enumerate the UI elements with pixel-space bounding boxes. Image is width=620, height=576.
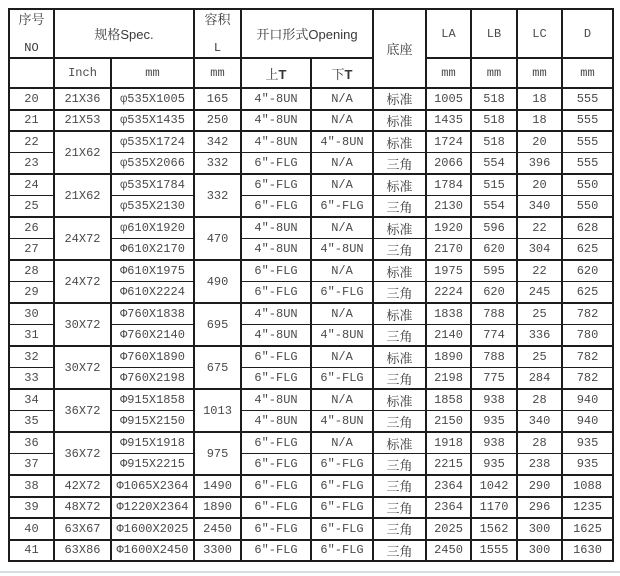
cell-base: 标准 (373, 389, 426, 411)
table-row (9, 540, 613, 562)
cell-top: 4"-8UN (241, 325, 311, 347)
cell-d: 1625 (562, 518, 613, 540)
cell-no: 40 (9, 518, 54, 540)
table-row (9, 389, 613, 411)
cell-la: 1435 (426, 110, 471, 132)
cell-lb: 935 (471, 454, 517, 476)
col-lc-mm-subheader: mm (517, 58, 562, 88)
cell-bottom: N/A (311, 389, 373, 411)
cell-la: 2215 (426, 454, 471, 476)
cell-no: 27 (9, 239, 54, 261)
cell-base: 标准 (373, 110, 426, 132)
cell-lc: 18 (517, 88, 562, 110)
cell-top: 6"-FLG (241, 368, 311, 390)
cell-lc: 284 (517, 368, 562, 390)
cell-d: 782 (562, 303, 613, 325)
cell-la: 1920 (426, 217, 471, 239)
cell-base: 三角 (373, 454, 426, 476)
cell-lb: 515 (471, 174, 517, 196)
col-opening-bottom-subheader (311, 58, 373, 88)
table-row (9, 497, 613, 519)
cell-vol: 3300 (194, 540, 241, 562)
cell-lb: 518 (471, 88, 517, 110)
cell-bottom: 4"-8UN (311, 239, 373, 261)
cell-la: 2150 (426, 411, 471, 433)
table-row (9, 174, 613, 196)
table-row (9, 131, 613, 153)
cell-la: 1858 (426, 389, 471, 411)
cell-la: 1890 (426, 346, 471, 368)
cell-vol: 975 (194, 432, 241, 475)
cell-vol: 250 (194, 110, 241, 132)
cell-no: 29 (9, 282, 54, 304)
cell-base: 标准 (373, 346, 426, 368)
cell-no: 31 (9, 325, 54, 347)
cell-la: 1784 (426, 174, 471, 196)
cell-base: 三角 (373, 411, 426, 433)
cell-la: 2364 (426, 475, 471, 497)
cell-inch: 21X36 (54, 88, 111, 110)
cell-bottom: N/A (311, 174, 373, 196)
cell-inch: 21X62 (54, 131, 111, 174)
cell-mm: Φ760X2140 (111, 325, 194, 347)
cell-base: 三角 (373, 518, 426, 540)
cell-vol: 332 (194, 174, 241, 217)
cell-no: 34 (9, 389, 54, 411)
no-label-cn: 序号 (18, 11, 45, 27)
cell-la: 2140 (426, 325, 471, 347)
cell-bottom: 6"-FLG (311, 282, 373, 304)
cell-lb: 938 (471, 389, 517, 411)
table-row (9, 217, 613, 239)
table-row (9, 303, 613, 325)
cell-top: 6"-FLG (241, 497, 311, 519)
cell-mm: φ535X1005 (111, 88, 194, 110)
cell-base: 三角 (373, 325, 426, 347)
cell-d: 555 (562, 131, 613, 153)
cell-no: 23 (9, 153, 54, 175)
table-row (9, 110, 613, 132)
cell-bottom: N/A (311, 110, 373, 132)
header-row-1 (9, 9, 613, 58)
cell-bottom: N/A (311, 153, 373, 175)
cell-no: 41 (9, 540, 54, 562)
col-capacity-mm-subheader: mm (194, 58, 241, 88)
cell-d: 780 (562, 325, 613, 347)
cell-la: 1975 (426, 260, 471, 282)
cell-no: 39 (9, 497, 54, 519)
cell-d: 620 (562, 260, 613, 282)
cell-base: 标准 (373, 303, 426, 325)
cell-mm: Φ760X2198 (111, 368, 194, 390)
cell-base: 标准 (373, 131, 426, 153)
cell-lc: 300 (517, 518, 562, 540)
cell-lb: 620 (471, 282, 517, 304)
cell-mm: φ535X1784 (111, 174, 194, 196)
cell-no: 25 (9, 196, 54, 218)
cell-bottom: N/A (311, 432, 373, 454)
cell-base: 标准 (373, 88, 426, 110)
cell-lc: 28 (517, 389, 562, 411)
cell-d: 935 (562, 454, 613, 476)
cell-d: 782 (562, 346, 613, 368)
cell-no: 33 (9, 368, 54, 390)
cell-top: 4"-8UN (241, 88, 311, 110)
cell-la: 1838 (426, 303, 471, 325)
table-row (9, 346, 613, 368)
cell-vol: 470 (194, 217, 241, 260)
cell-lc: 18 (517, 110, 562, 132)
cell-inch: 36X72 (54, 389, 111, 432)
col-lb-mm-subheader: mm (471, 58, 517, 88)
cell-base: 三角 (373, 282, 426, 304)
cell-la: 1005 (426, 88, 471, 110)
cell-bottom: N/A (311, 88, 373, 110)
cell-mm: Φ915X2150 (111, 411, 194, 433)
cell-bottom: 6"-FLG (311, 454, 373, 476)
col-no-subheader-empty (9, 58, 54, 88)
cell-d: 550 (562, 174, 613, 196)
cell-d: 1088 (562, 475, 613, 497)
cell-mm: Φ610X2224 (111, 282, 194, 304)
cell-inch: 48X72 (54, 497, 111, 519)
cell-top: 6"-FLG (241, 153, 311, 175)
cell-bottom: 6"-FLG (311, 518, 373, 540)
cell-bottom: 4"-8UN (311, 131, 373, 153)
cell-vol: 490 (194, 260, 241, 303)
cell-no: 36 (9, 432, 54, 454)
cell-inch: 24X72 (54, 260, 111, 303)
col-base-header: 底座 (373, 9, 426, 88)
cell-vol: 332 (194, 153, 241, 175)
header-row-2 (9, 58, 613, 88)
cell-d: 625 (562, 282, 613, 304)
cell-bottom: 6"-FLG (311, 368, 373, 390)
table-row (9, 518, 613, 540)
cell-bottom: 4"-8UN (311, 411, 373, 433)
cell-lc: 300 (517, 540, 562, 562)
cell-base: 三角 (373, 475, 426, 497)
cell-bottom: N/A (311, 303, 373, 325)
cell-d: 555 (562, 153, 613, 175)
cell-top: 4"-8UN (241, 303, 311, 325)
cell-mm: Φ760X1838 (111, 303, 194, 325)
cell-la: 2025 (426, 518, 471, 540)
cell-no: 38 (9, 475, 54, 497)
cell-d: 782 (562, 368, 613, 390)
cell-mm: Φ1600X2025 (111, 518, 194, 540)
cell-lc: 22 (517, 260, 562, 282)
cell-inch: 21X62 (54, 174, 111, 217)
cell-mm: φ610X1920 (111, 217, 194, 239)
cell-base: 三角 (373, 196, 426, 218)
cell-lb: 775 (471, 368, 517, 390)
cell-top: 6"-FLG (241, 174, 311, 196)
bottom-t-letter: T (344, 66, 353, 82)
cell-lb: 1562 (471, 518, 517, 540)
top-t-letter: T (278, 66, 287, 82)
cell-bottom: 6"-FLG (311, 475, 373, 497)
cell-base: 标准 (373, 260, 426, 282)
cell-top: 4"-8UN (241, 411, 311, 433)
cell-no: 21 (9, 110, 54, 132)
col-no-header (9, 9, 54, 58)
cell-top: 6"-FLG (241, 282, 311, 304)
cell-bottom: 6"-FLG (311, 196, 373, 218)
cell-lb: 774 (471, 325, 517, 347)
cell-la: 1918 (426, 432, 471, 454)
cell-la: 2130 (426, 196, 471, 218)
cell-mm: Φ610X1975 (111, 260, 194, 282)
cell-base: 三角 (373, 540, 426, 562)
cell-mm: φ535X1435 (111, 110, 194, 132)
col-la-header: LA (426, 9, 471, 58)
cell-mm: Φ1065X2364 (111, 475, 194, 497)
cell-lc: 340 (517, 196, 562, 218)
table-row (9, 260, 613, 282)
table-row (9, 475, 613, 497)
col-capacity-header (194, 9, 241, 58)
cell-d: 935 (562, 432, 613, 454)
table-header (9, 9, 613, 88)
no-label-en: NO (24, 40, 39, 55)
cell-lb: 518 (471, 131, 517, 153)
cell-base: 三角 (373, 239, 426, 261)
cell-lc: 290 (517, 475, 562, 497)
cell-la: 2170 (426, 239, 471, 261)
cell-lb: 938 (471, 432, 517, 454)
cell-mm: Φ760X1890 (111, 346, 194, 368)
cell-d: 1630 (562, 540, 613, 562)
cell-no: 20 (9, 88, 54, 110)
cell-lc: 238 (517, 454, 562, 476)
cell-base: 标准 (373, 217, 426, 239)
cell-base: 三角 (373, 368, 426, 390)
cell-lc: 28 (517, 432, 562, 454)
cell-lb: 554 (471, 153, 517, 175)
bottom-t-label: 下 (331, 66, 345, 82)
cell-no: 32 (9, 346, 54, 368)
cell-lb: 1042 (471, 475, 517, 497)
cell-mm: Φ610X2170 (111, 239, 194, 261)
cell-vol: 675 (194, 346, 241, 389)
cell-top: 6"-FLG (241, 260, 311, 282)
cell-vol: 1013 (194, 389, 241, 432)
table-row (9, 88, 613, 110)
cell-top: 6"-FLG (241, 475, 311, 497)
cell-lc: 25 (517, 346, 562, 368)
col-lc-header: LC (517, 9, 562, 58)
top-t-label: 上 (265, 66, 279, 82)
cell-d: 940 (562, 389, 613, 411)
cell-no: 37 (9, 454, 54, 476)
cell-base: 标准 (373, 174, 426, 196)
bottom-edge-strip (0, 571, 620, 573)
col-d-mm-subheader: mm (562, 58, 613, 88)
cell-bottom: N/A (311, 217, 373, 239)
cell-vol: 1890 (194, 497, 241, 519)
cell-base: 三角 (373, 497, 426, 519)
col-opening-top-subheader (241, 58, 311, 88)
cell-mm: φ535X2066 (111, 153, 194, 175)
cell-la: 2450 (426, 540, 471, 562)
cell-lb: 620 (471, 239, 517, 261)
cell-inch: 36X72 (54, 432, 111, 475)
cell-lc: 25 (517, 303, 562, 325)
cell-vol: 2450 (194, 518, 241, 540)
cell-no: 30 (9, 303, 54, 325)
cell-top: 4"-8UN (241, 389, 311, 411)
cell-lc: 245 (517, 282, 562, 304)
col-inch-subheader: Inch (54, 58, 111, 88)
cell-lb: 1555 (471, 540, 517, 562)
cell-inch: 42X72 (54, 475, 111, 497)
cell-inch: 63X86 (54, 540, 111, 562)
cell-top: 4"-8UN (241, 217, 311, 239)
cell-lc: 20 (517, 131, 562, 153)
cell-d: 1235 (562, 497, 613, 519)
cell-bottom: N/A (311, 260, 373, 282)
cell-no: 35 (9, 411, 54, 433)
cell-top: 6"-FLG (241, 540, 311, 562)
cell-mm: Φ1600X2450 (111, 540, 194, 562)
cell-top: 6"-FLG (241, 454, 311, 476)
cell-mm: Φ915X1858 (111, 389, 194, 411)
cell-bottom: N/A (311, 346, 373, 368)
cell-la: 2066 (426, 153, 471, 175)
cell-lb: 595 (471, 260, 517, 282)
cell-bottom: 6"-FLG (311, 497, 373, 519)
cell-d: 628 (562, 217, 613, 239)
col-opening-header: 开口形式Opening (241, 9, 373, 58)
cell-inch: 21X53 (54, 110, 111, 132)
cell-top: 4"-8UN (241, 131, 311, 153)
cell-lc: 296 (517, 497, 562, 519)
cell-lc: 340 (517, 411, 562, 433)
cell-lb: 596 (471, 217, 517, 239)
cell-lb: 935 (471, 411, 517, 433)
cell-vol: 695 (194, 303, 241, 346)
col-spec-mm-subheader: mm (111, 58, 194, 88)
cell-lc: 20 (517, 174, 562, 196)
cell-inch: 24X72 (54, 217, 111, 260)
cell-d: 940 (562, 411, 613, 433)
cell-la: 2364 (426, 497, 471, 519)
cell-lb: 518 (471, 110, 517, 132)
capacity-unit-label: L (213, 40, 222, 55)
cell-no: 24 (9, 174, 54, 196)
table-row (9, 432, 613, 454)
col-lb-header: LB (471, 9, 517, 58)
cell-bottom: 6"-FLG (311, 540, 373, 562)
cell-mm: Φ915X2215 (111, 454, 194, 476)
cell-top: 6"-FLG (241, 196, 311, 218)
cell-vol: 342 (194, 131, 241, 153)
cell-top: 6"-FLG (241, 432, 311, 454)
cell-mm: φ535X2130 (111, 196, 194, 218)
cell-mm: Φ915X1918 (111, 432, 194, 454)
cell-lc: 396 (517, 153, 562, 175)
cell-inch: 63X67 (54, 518, 111, 540)
cell-d: 550 (562, 196, 613, 218)
cell-d: 555 (562, 110, 613, 132)
cell-mm: φ535X1724 (111, 131, 194, 153)
cell-d: 625 (562, 239, 613, 261)
cell-vol: 1490 (194, 475, 241, 497)
col-la-mm-subheader: mm (426, 58, 471, 88)
cell-d: 555 (562, 88, 613, 110)
col-d-header: D (562, 9, 613, 58)
cell-la: 2224 (426, 282, 471, 304)
cell-lc: 22 (517, 217, 562, 239)
cell-no: 26 (9, 217, 54, 239)
cell-vol: 165 (194, 88, 241, 110)
cell-la: 2198 (426, 368, 471, 390)
cell-top: 6"-FLG (241, 518, 311, 540)
cell-lb: 788 (471, 303, 517, 325)
capacity-label-cn: 容积 (204, 11, 231, 27)
cell-top: 4"-8UN (241, 239, 311, 261)
cell-lb: 1170 (471, 497, 517, 519)
table-body (9, 88, 613, 561)
cell-inch: 30X72 (54, 303, 111, 346)
cell-lc: 336 (517, 325, 562, 347)
col-spec-header: 规格Spec. (54, 9, 194, 58)
cell-top: 6"-FLG (241, 346, 311, 368)
cell-la: 1724 (426, 131, 471, 153)
cell-inch: 30X72 (54, 346, 111, 389)
cell-bottom: 4"-8UN (311, 325, 373, 347)
cell-lb: 554 (471, 196, 517, 218)
cell-base: 标准 (373, 432, 426, 454)
cell-lb: 788 (471, 346, 517, 368)
cell-top: 4"-8UN (241, 110, 311, 132)
spec-table (8, 8, 614, 562)
cell-no: 28 (9, 260, 54, 282)
cell-mm: Φ1220X2364 (111, 497, 194, 519)
cell-no: 22 (9, 131, 54, 153)
cell-base: 三角 (373, 153, 426, 175)
cell-lc: 304 (517, 239, 562, 261)
